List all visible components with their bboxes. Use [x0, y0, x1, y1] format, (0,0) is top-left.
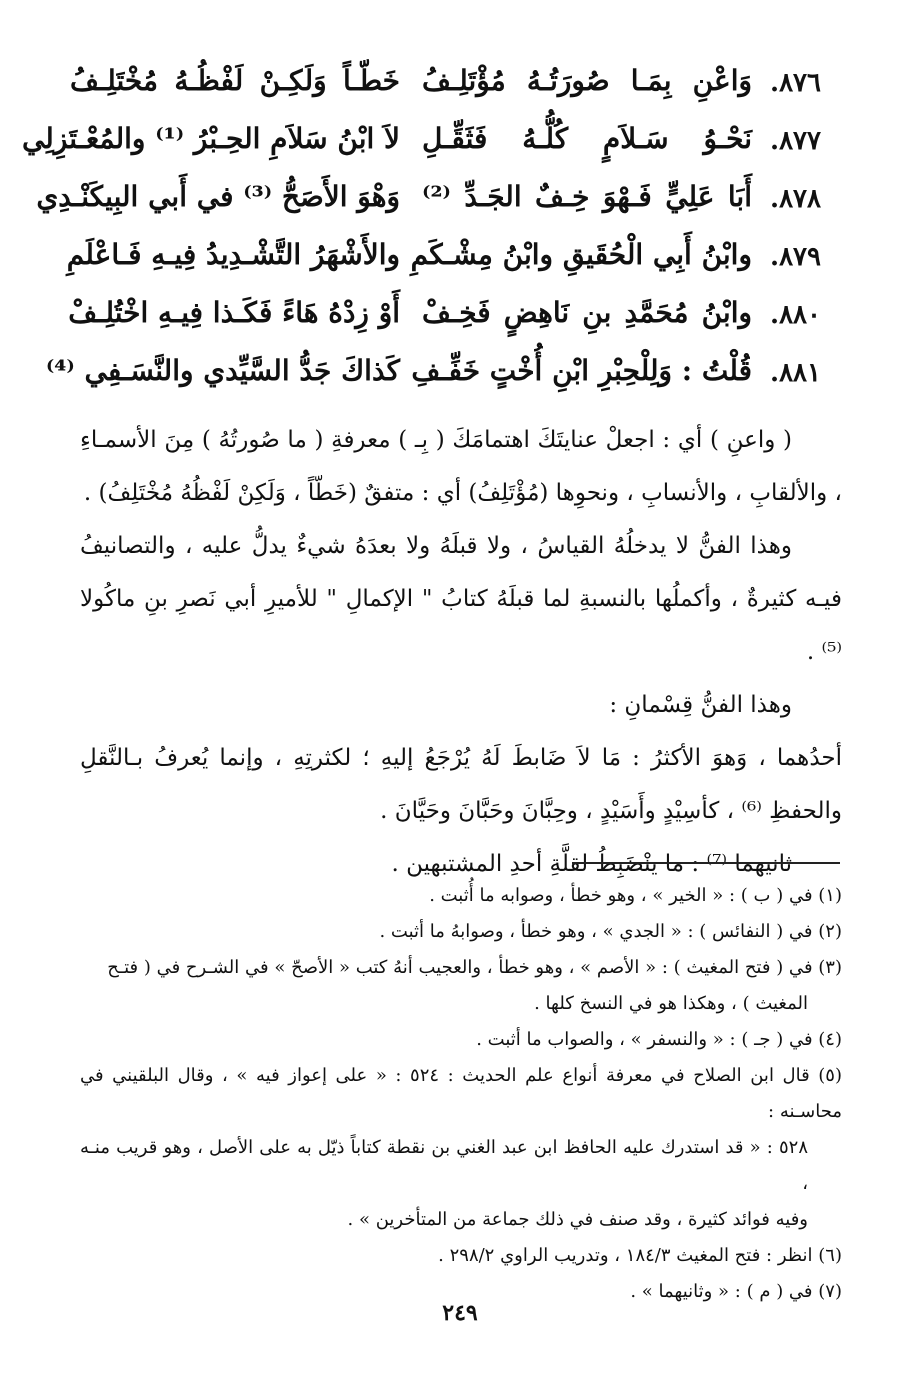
- verse-second-hemistich: كَذاكَ جَدُّ السَّيِّدي والنَّسَـفِي ⁽⁴⁾: [45, 354, 400, 387]
- verse-first-hemistich: وَاعْنِ بِمَـا صُورَتُـهُ مُؤْتَلِـفُ: [422, 64, 752, 97]
- footnote: (٣) في ( فتح المغيث ) : « الأصم » ، وهو خطأ ، والعجيب أنهُ كتب « الأصحّ » في الشـرح في ( فتـح: [107, 957, 842, 978]
- verse-878: [36, 178, 840, 236]
- verse-881: [45, 352, 840, 410]
- poem-verses: [21, 62, 840, 410]
- verse-number: ٨٧٩.: [770, 242, 821, 272]
- verse-first-hemistich: أَبَا عَلِيٍّ فَـهْوَ خِـفٌ الجَـدِّ ⁽²⁾: [422, 180, 752, 213]
- verse-number: ٨٨١.: [770, 358, 821, 388]
- verse-880: [70, 294, 840, 352]
- verse-first-hemistich: قُلْتُ : وَلِلْحِبْرِ ابْنِ أُخْتٍ خَفِّـفِ: [411, 354, 752, 387]
- verse-first-hemistich: وابْنُ أَبِي الْحُقَيقِ وابْنُ مِشْـكَمِ: [410, 238, 752, 271]
- verse-876: [70, 62, 840, 120]
- verse-879: [66, 236, 840, 294]
- verse-second-hemistich: والأَشْهَرُ التَّشْـدِيدُ فِيـهِ فَـاعْلَمِ: [66, 238, 400, 271]
- footnote-continuation: ٥٢٨ : « قد استدرك عليه الحافظ ابن عبد الغني بن نقطة كتاباً ذيّل به على الأصل ، وهو قريب منـه ،: [80, 1137, 808, 1194]
- footnote-continuation: وفيه فوائد كثيرة ، وقد صنف في ذلك جماعة من المتأخرين » .: [347, 1209, 808, 1230]
- commentary-paragraph: وهذا الفنُّ لا يدخلُهُ القياسُ ، ولا قبلَهُ ولا بعدَهُ شيءٌ يدلُّ عليه ، والتصانيفُ فيـه كثيرةٌ ، وأكملُها بالنسبةِ لما قبلَهُ كتابُ " الإكمالِ " للأميرِ أبي نَصرِ بنِ ماكُولا ⁽⁵⁾ .: [80, 533, 842, 665]
- verse-number: ٨٧٧.: [770, 126, 821, 156]
- footnote: (٢) في ( النفائس ) : « الجدي » ، وهو خطأ ، وصوابهُ ما أثبت .: [379, 921, 842, 942]
- verse-second-hemistich: أَوْ زِدْهُ هَاءً فَكَـذا فِيـهِ اخْتُلِـفْ: [68, 296, 400, 329]
- footnote-divider: [572, 862, 840, 864]
- verse-number: ٨٧٦.: [770, 68, 821, 98]
- footnote: (٧) في ( م ) : « وثانيهما » .: [630, 1281, 842, 1302]
- page-number: ٢٤٩: [442, 1300, 478, 1326]
- commentary-paragraph: وهذا الفنُّ قِسْمانِ :: [609, 692, 792, 718]
- commentary-paragraph: ثانيهما ⁽⁷⁾ : ما ينْضَبِطُ لقلَّةِ أحدِ المشتبهين .: [391, 851, 792, 877]
- verse-877: [21, 120, 840, 178]
- footnote: (٤) في ( جـ ) : « والنسفر » ، والصواب ما أثبت .: [476, 1029, 842, 1050]
- verse-second-hemistich: وَهْوَ الأَصَحُّ ⁽³⁾ في أَبي البِيكَنْـدِي: [36, 180, 400, 213]
- footnote: (٥) قال ابن الصلاح في معرفة أنواع علم الحديث : ٥٢٤ : « على إعواز فيه » ، وقال البلقيني في محاسـنه :: [80, 1065, 842, 1122]
- verse-second-hemistich: لاَ ابْنُ سَلاَمِ الحِـبْرُ ⁽¹⁾ والمُعْـتَزِلِي: [21, 122, 400, 155]
- commentary-paragraph: ( واعنِ ) أي : اجعلْ عنايتَكَ اهتمامَكَ ( بِـ ) معرفةِ ( ما صُورتُهُ ) مِنَ الأسمـاءِ ، والألقابِ ، والأنسابِ ، ونحوِها (مُؤْتَلِفُ) أي : متفقٌ (خَطّاً ، وَلَكِنْ لَفْظُهُ مُخْتَلِفُ) .: [80, 427, 842, 506]
- footnotes: [80, 878, 842, 1310]
- verse-second-hemistich: خَطّـاً وَلَكِـنْ لَفْظُـهُ مُخْتَلِـفُ: [70, 64, 400, 97]
- footnote: (٦) انظر : فتح المغيث ١٨٤/٣ ، وتدريب الراوي ٢٩٨/٢ .: [438, 1245, 842, 1266]
- verse-first-hemistich: نَحْـوُ سَـلاَمٍ كُلُّـهُ فَثَقِّـلِ: [422, 122, 752, 155]
- commentary-paragraph: أحدُهما ، وَهوَ الأكثرُ : مَا لاَ ضَابطَ لَهُ يُرْجَعُ إليهِ ؛ لكثرتِهِ ، وإنما يُعرفُ بـالنَّقلِ والحفظِ ⁽⁶⁾ ، كأسِيْدٍ وأَسَيْدٍ ، وحِبَّانَ وحَبَّانَ وحَيَّانَ .: [80, 745, 842, 824]
- commentary-body: [80, 414, 842, 891]
- footnote-continuation: المغيث ) ، وهكذا هو في النسخ كلها .: [534, 993, 808, 1014]
- verse-first-hemistich: وابْنُ مُحَمَّدِ بنِ نَاهِضٍ فَخِـفْ: [422, 296, 752, 329]
- verse-number: ٨٧٨.: [770, 184, 821, 214]
- footnote: (١) في ( ب ) : « الخير » ، وهو خطأ ، وصوابه ما أُثبت .: [429, 885, 842, 906]
- verse-number: ٨٨٠.: [770, 300, 821, 330]
